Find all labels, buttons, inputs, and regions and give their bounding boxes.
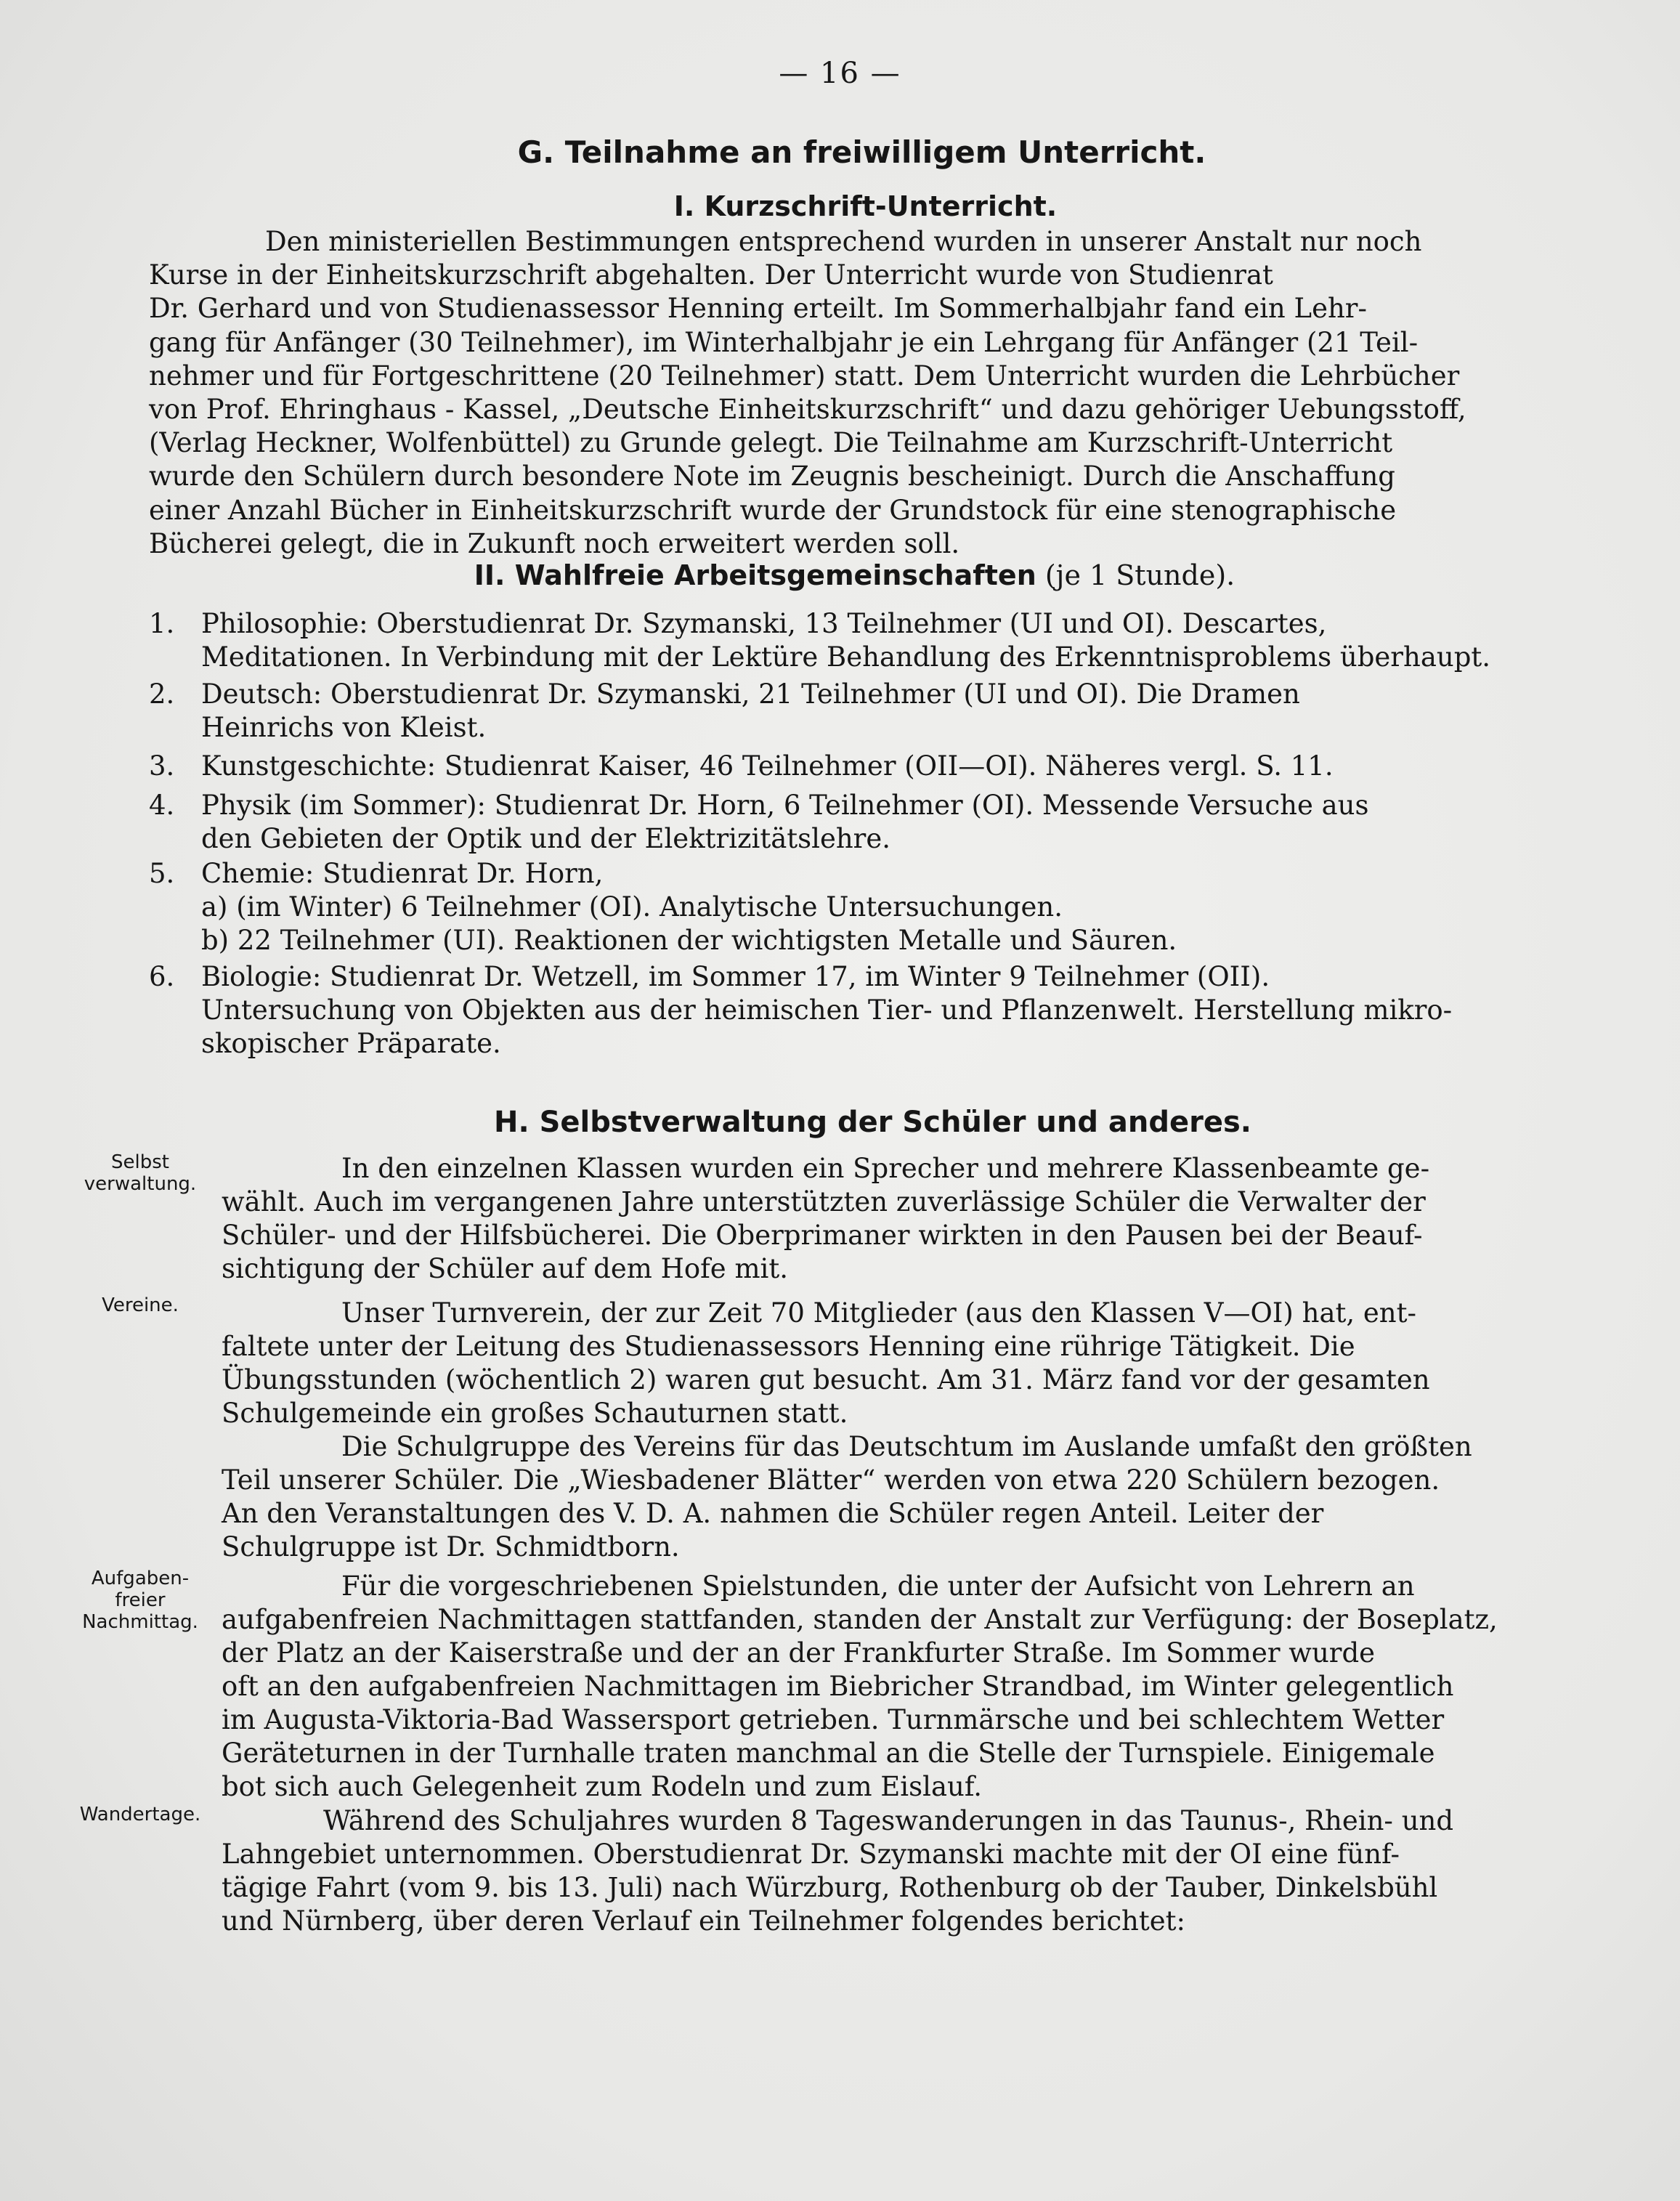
section-h-title: H. Selbstverwaltung der Schüler und anderes. [493,1106,1251,1139]
text-line: sichtigung der Schüler auf dem Hofe mit. [222,1253,789,1284]
kurzschrift-title: I. Kurzschrift-Unterricht. [673,190,1058,222]
ag-item-line: Deutsch: Oberstudienrat Dr. Szymanski, 21 Teilnehmer (UI und OI). Die Dramen [201,678,1300,710]
section-g-title: G. Teilnahme an freiwilligem Unterricht. [517,134,1206,170]
text-line: Für die vorgeschriebenen Spielstunden, die unter der Aufsicht von Lehrern an [341,1570,1415,1602]
vereine-paragraph [222,1297,1551,1564]
ag-item-number: 5. [149,858,175,889]
text-line: In den einzelnen Klassen wurden ein Sprecher und mehrere Klassenbeamte ge- [341,1153,1430,1184]
text-line: Dr. Gerhard und von Studienassessor Henning erteilt. Im Sommerhalbjahr fand ein Lehr- [149,293,1367,325]
ag-item-number: 3. [149,750,175,782]
kurzschrift-paragraph [149,225,1554,561]
margin-note: Aufgaben- freier Nachmittag. [82,1568,198,1633]
text-line: aufgabenfreien Nachmittagen stattfanden, standen der Anstalt zur Verfügung: der Boseplatz, [222,1604,1498,1635]
ag-title-rest: (je 1 Stunde). [1036,559,1235,591]
ag-item-number: 1. [149,608,175,639]
ag-item-number: 4. [149,790,175,821]
ag-item-number: 2. [149,678,175,710]
wandertage-paragraph [222,1804,1551,1938]
margin-note: Selbst verwaltung. [84,1151,197,1195]
ag-item-line: Biologie: Studienrat Dr. Wetzell, im Sommer 17, im Winter 9 Teilnehmer (OII). [201,961,1270,992]
text-line: Schulgruppe ist Dr. Schmidtborn. [222,1531,680,1562]
text-line: nehmer und für Fortgeschrittene (20 Teilnehmer) statt. Dem Unterricht wurden die Lehrbücher [149,360,1460,392]
text-line: bot sich auch Gelegenheit zum Rodeln und zum Eislauf. [222,1771,982,1802]
selbstverwaltung-paragraph [222,1152,1551,1286]
text-line: Geräteturnen in der Turnhalle traten manchmal an die Stelle der Turnspiele. Einigemale [222,1738,1435,1769]
ag-item-line: Physik (im Sommer): Studienrat Dr. Horn, 6 Teilnehmer (OI). Messende Versuche aus [201,790,1369,821]
text-line: An den Veranstaltungen des V. D. A. nahmen die Schüler regen Anteil. Leiter der [222,1498,1324,1529]
ag-item [149,857,1554,957]
arbeitsgemeinschaften-title [0,559,1680,591]
ag-item-line: Kunstgeschichte: Studienrat Kaiser, 46 Teilnehmer (OII—OI). Näheres vergl. S. 11. [201,750,1334,782]
text-line: Unser Turnverein, der zur Zeit 70 Mitglieder (aus den Klassen V—OI) hat, ent- [341,1297,1416,1329]
text-line: Kurse in der Einheitskurzschrift abgehalten. Der Unterricht wurde von Studienrat [149,259,1273,291]
text-line: Schüler- und der Hilfsbücherei. Die Oberprimaner wirkten in den Pausen bei der Beauf- [222,1220,1423,1251]
text-line: Teil unserer Schüler. Die „Wiesbadener Blätter“ werden von etwa 220 Schülern bezogen. [222,1464,1440,1496]
ag-item-line: Meditationen. In Verbindung mit der Lektüre Behandlung des Erkenntnisproblems überhaupt. [201,641,1491,673]
text-line: Lahngebiet unternommen. Oberstudienrat Dr. Szymanski machte mit der OI eine fünf- [222,1839,1400,1870]
text-line: wurde den Schülern durch besondere Note im Zeugnis bescheinigt. Durch die Anschaffung [149,461,1395,493]
text-line: Den ministeriellen Bestimmungen entsprechend wurden in unserer Anstalt nur noch [265,226,1422,257]
margin-note: Wandertage. [79,1804,201,1825]
text-line: tägige Fahrt (vom 9. bis 13. Juli) nach Würzburg, Rothenburg ob der Tauber, Dinkelsbühl [222,1872,1438,1903]
text-line: gang für Anfänger (30 Teilnehmer), im Winterhalbjahr je ein Lehrgang für Anfänger (21 Teil- [149,326,1419,358]
text-line: oft an den aufgabenfreien Nachmittagen im Biebricher Strandbad, im Winter gelegentlich [222,1671,1454,1702]
ag-item-line: den Gebieten der Optik und der Elektrizitätslehre. [201,823,891,854]
text-line: im Augusta-Viktoria-Bad Wassersport getrieben. Turnmärsche und bei schlechtem Wetter [222,1704,1445,1735]
text-line: Schulgemeinde ein großes Schauturnen statt. [222,1398,848,1429]
ag-item-line: Untersuchung von Objekten aus der heimischen Tier- und Pflanzenwelt. Herstellung mikro- [201,994,1453,1026]
text-line: der Platz an der Kaiserstraße und der an der Frankfurter Straße. Im Sommer wurde [222,1637,1376,1669]
ag-item-line: Heinrichs von Kleist. [201,712,487,743]
text-line: Bücherei gelegt, die in Zukunft noch erweitert werden soll. [149,527,960,559]
ag-item-number: 6. [149,961,175,992]
text-line: und Nürnberg, über deren Verlauf ein Teilnehmer folgendes berichtet: [222,1905,1185,1937]
ag-item [149,607,1554,674]
ag-item [149,678,1554,745]
text-line: Während des Schuljahres wurden 8 Tageswanderungen in das Taunus-, Rhein- und [323,1805,1454,1836]
ag-item-line: Chemie: Studienrat Dr. Horn, [201,858,604,889]
nachmittag-paragraph [222,1570,1551,1804]
margin-note: Vereine. [102,1294,179,1316]
ag-item-line: b) 22 Teilnehmer (UI). Reaktionen der wichtigsten Metalle und Säuren. [201,925,1177,956]
ag-item [149,789,1554,856]
text-line: Die Schulgruppe des Vereins für das Deutschtum im Auslande umfaßt den größten [341,1431,1472,1462]
page-number: — 16 — [779,57,901,90]
text-line: (Verlag Heckner, Wolfenbüttel) zu Grunde gelegt. Die Teilnahme am Kurzschrift-Unterricht [149,427,1393,459]
ag-item-line: skopischer Präparate. [201,1028,501,1059]
text-line: einer Anzahl Bücher in Einheitskurzschrift wurde der Grundstock für eine stenographische [149,494,1397,526]
text-line: von Prof. Ehringhaus - Kassel, „Deutsche Einheitskurzschrift“ und dazu gehöriger Uebungsstoff, [149,394,1466,426]
text-line: wählt. Auch im vergangenen Jahre unterstützten zuverlässige Schüler die Verwalter der [222,1186,1426,1217]
ag-item-line: a) (im Winter) 6 Teilnehmer (OI). Analytische Untersuchungen. [201,891,1063,923]
text-line: Übungsstunden (wöchentlich 2) waren gut besucht. Am 31. März fand vor der gesamten [222,1364,1430,1395]
ag-item-line: Philosophie: Oberstudienrat Dr. Szymanski, 13 Teilnehmer (UI und OI). Descartes, [201,608,1327,639]
ag-item [149,960,1554,1061]
ag-title-bold: II. Wahlfreie Arbeitsgemeinschaften [474,559,1036,591]
ag-item [149,750,1554,783]
text-line: faltete unter der Leitung des Studienassessors Henning eine rührige Tätigkeit. Die [222,1331,1355,1362]
